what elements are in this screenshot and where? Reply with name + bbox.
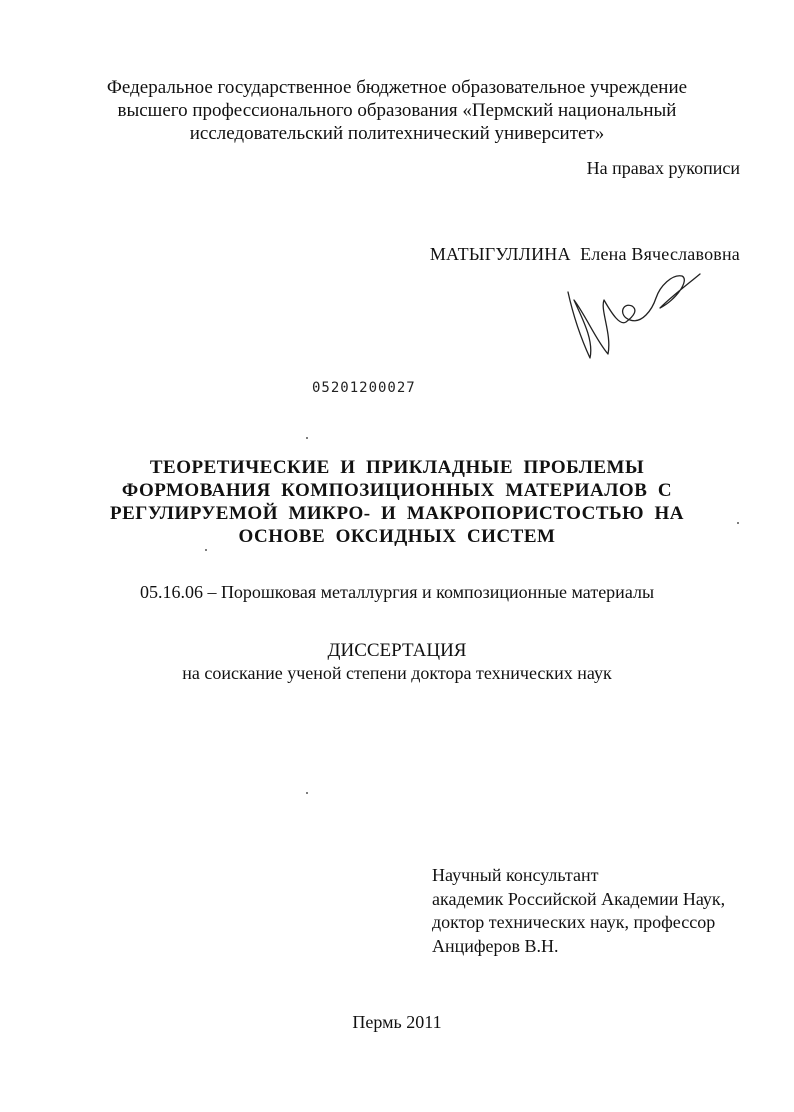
institution-header xyxy=(0,76,794,145)
institution-line-2: высшего профессионального образования «Пермский национальный xyxy=(117,100,677,121)
advisor-role: Научный консультант xyxy=(432,865,599,885)
scientific-advisor xyxy=(432,864,725,958)
title-line-1: ТЕОРЕТИЧЕСКИЕ И ПРИКЛАДНЫЕ ПРОБЛЕМЫ xyxy=(149,457,645,478)
dissertation-title xyxy=(0,456,794,548)
city-year: Пермь 2011 xyxy=(352,1012,442,1032)
signature-icon xyxy=(560,270,710,370)
degree-line: на соискание ученой степени доктора технических наук xyxy=(182,663,612,683)
registration-code: 05201200027 xyxy=(312,380,416,396)
title-line-3: РЕГУЛИРУЕМОЙ МИКРО- И МАКРОПОРИСТОСТЬЮ НА xyxy=(109,503,684,524)
speck xyxy=(205,549,207,551)
advisor-degree: доктор технических наук, профессор xyxy=(432,912,716,932)
specialty-code: 05.16.06 – Порошковая металлургия и композиционные материалы xyxy=(139,582,655,602)
document-type: ДИССЕРТАЦИЯ xyxy=(327,640,467,661)
institution-line-3: исследовательский политехнический университет» xyxy=(189,123,605,144)
title-line-2: ФОРМОВАНИЯ КОМПОЗИЦИОННЫХ МАТЕРИАЛОВ С xyxy=(121,480,673,501)
title-line-4: ОСНОВЕ ОКСИДНЫХ СИСТЕМ xyxy=(238,526,556,547)
rights-note: На правах рукописи xyxy=(586,158,740,178)
author-name: МАТЫГУЛЛИНА Елена Вячеславовна xyxy=(429,244,740,264)
advisor-name: Анциферов В.Н. xyxy=(432,935,559,956)
speck xyxy=(306,437,308,439)
advisor-rank: академик Российской Академии Наук, xyxy=(432,888,726,909)
speck xyxy=(737,522,739,524)
institution-line-1: Федеральное государственное бюджетное образовательное учреждение xyxy=(106,77,688,98)
speck xyxy=(306,792,308,794)
